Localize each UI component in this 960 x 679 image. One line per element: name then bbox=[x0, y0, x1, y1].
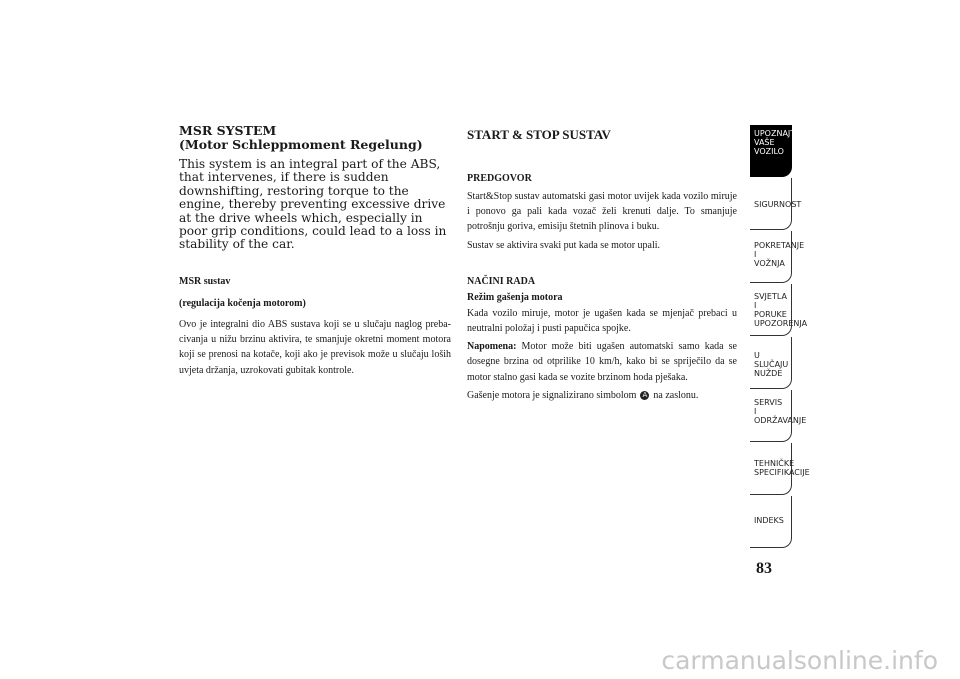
tab-tehnicke-specifikacije[interactable]: TEHNIČKE SPECIFIKACIJE bbox=[750, 443, 792, 495]
tab-servis-i-odrzavanje[interactable]: SERVIS I ODRŽAVANJE bbox=[750, 390, 792, 442]
msr-system-section bbox=[179, 124, 449, 252]
msr-system-subtitle: (Motor Schleppmoment Regelung) bbox=[179, 137, 423, 152]
tab-pokretanje-i-voznja[interactable]: POKRETANJE I VOŽNJA bbox=[750, 231, 792, 283]
msr-sustav-subheading: (regulacija kočenja motorom) bbox=[179, 298, 306, 309]
chapter-tabs bbox=[750, 125, 810, 549]
predgovor-heading: PREDGOVOR bbox=[467, 173, 532, 184]
predgovor-paragraph-1: Start&Stop sustav automatski gasi motor uvijek kada vozilo miruje i ponovo ga pali kada vozač želi krenuti dalje. To smanjuje potrošnju goriva, emisiju štetnih plinova i buku. bbox=[467, 191, 737, 233]
start-stop-section bbox=[467, 127, 737, 403]
gasenje-paragraph bbox=[467, 388, 737, 403]
rezim-paragraph: Kada vozilo miruje, motor je ugašen kada se mjenjač prebaci u neutralni položaj i pusti papučica spojke. bbox=[467, 307, 737, 335]
msr-system-title: MSR SYSTEM bbox=[179, 123, 277, 138]
tab-u-slucaju-nuzde[interactable]: U SLUČAJU NUŽDE bbox=[750, 337, 792, 389]
tab-upoznajte-vase-vozilo[interactable]: UPOZNAJTE VAŠE VOZILO bbox=[750, 125, 792, 177]
msr-sustav-body: Ovo je integralni dio ABS sustava koji se u slučaju naglog preba-civanja u nižu brzinu aktivira, te smanjuje okretni moment motora koji se prenosi na kotače, koji ako je previsok može u slučaju loših uvjeta držanja, uzrokovati gubitak kontrole. bbox=[179, 319, 451, 376]
tab-svjetla-i-poruke[interactable]: SVJETLA I PORUKE UPOZORENJA bbox=[750, 284, 792, 336]
tab-sigurnost[interactable]: SIGURNOST bbox=[750, 178, 792, 230]
msr-sustav-section bbox=[179, 271, 451, 378]
page-number: 83 bbox=[756, 560, 772, 577]
msr-system-body: This system is an integral part of the ABS, that intervenes, if there is sudden downshifting, restoring torque to the engine, thereby preventing excessive drive at the drive wheels which, especially in poor grip conditions, could lead to a loss in stability of the car. bbox=[179, 157, 447, 252]
napomena-paragraph bbox=[467, 339, 737, 385]
gasenje-text-pre: Gašenje motora je signalizirano simbolom bbox=[467, 389, 637, 401]
predgovor-paragraph-2: Sustav se aktivira svaki put kada se motor upali. bbox=[467, 239, 661, 251]
gasenje-text-post: na zaslonu. bbox=[653, 389, 699, 401]
start-stop-symbol-icon: A bbox=[640, 391, 649, 400]
nacini-rada-heading: NAČINI RADA bbox=[467, 275, 536, 287]
napomena-text: Motor može biti ugašen automatski samo kada se dosegne brzina od otprilike 10 km/h, kako bi se spriječilo da se motor stalno gasi kada se vozite brzinom hoda pješaka. bbox=[467, 341, 737, 383]
start-stop-title: START & STOP SUSTAV bbox=[467, 127, 611, 142]
rezim-heading: Režim gašenja motora bbox=[467, 291, 563, 303]
tab-indeks[interactable]: INDEKS bbox=[750, 496, 792, 548]
watermark: carmanualsonline.info bbox=[661, 646, 938, 675]
msr-sustav-heading: MSR sustav bbox=[179, 276, 231, 287]
napomena-label: Napomena: bbox=[467, 341, 517, 353]
